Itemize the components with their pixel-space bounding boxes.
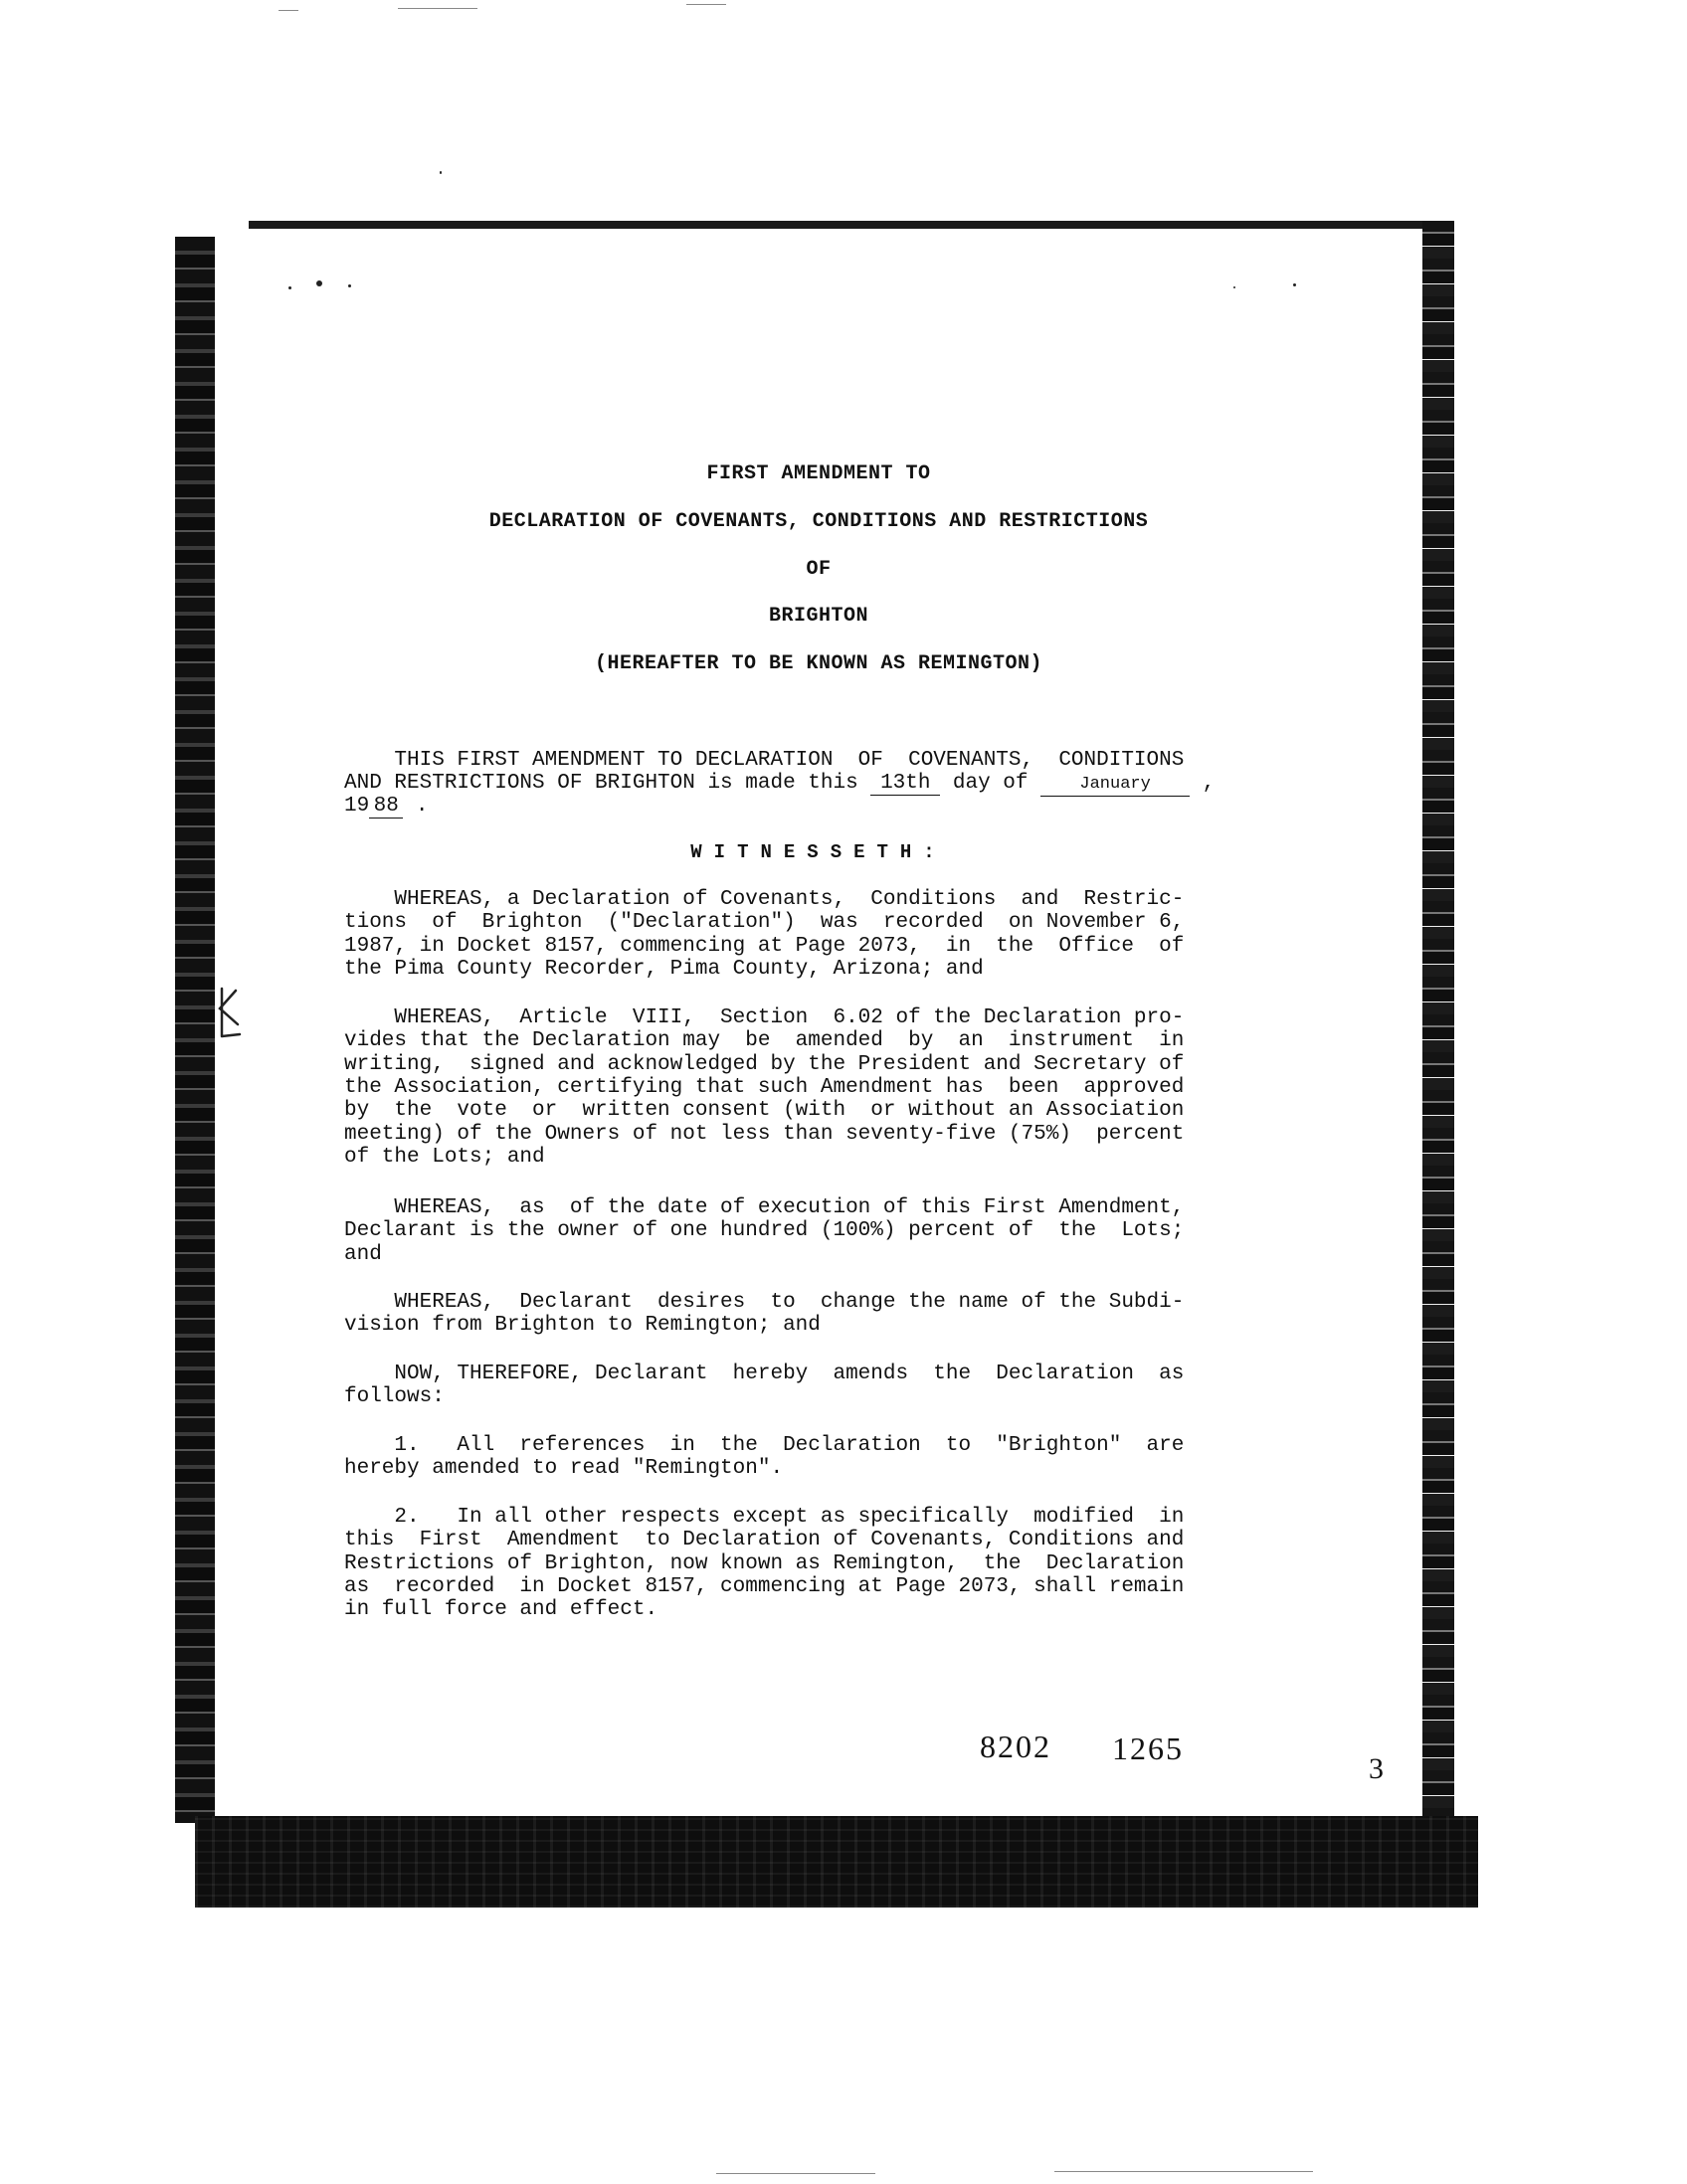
paragraph-1-line: 1987, in Docket 8157, commencing at Page 2073, in the Office of — [344, 934, 1185, 958]
paragraph-6-line: 1. All references in the Declaration to "Brighton" are — [344, 1434, 1185, 1457]
intro-text: , — [1190, 772, 1216, 795]
paragraph-1-line: WHEREAS, a Declaration of Covenants, Conditions and Restric- — [344, 888, 1185, 911]
paragraph-2-line: meeting) of the Owners of not less than seventy-five (75%) percent — [344, 1122, 1185, 1146]
intro-line-2 — [344, 772, 1538, 797]
paragraph-2-line: writing, signed and acknowledged by the President and Secretary of — [344, 1052, 1185, 1076]
paragraph-7-line: in full force and effect. — [344, 1598, 658, 1622]
year-fill-in: 88 — [369, 795, 403, 819]
paragraph-7-line: Restrictions of Brighton, now known as Remington, the Declaration — [344, 1551, 1185, 1575]
intro-text: day of — [940, 772, 1041, 795]
witnesseth-heading: WITNESSETH: — [690, 841, 947, 863]
paragraph-7-line: this First Amendment to Declaration of Covenants, Conditions and — [344, 1529, 1185, 1552]
paragraph-2-line: WHEREAS, Article VIII, Section 6.02 of the Declaration pro- — [344, 1006, 1185, 1029]
paragraph-3-line: WHEREAS, as of the date of execution of this First Amendment, — [344, 1196, 1185, 1219]
year-prefix: 19 — [344, 795, 370, 818]
recording-page-number: 1265 — [1112, 1730, 1184, 1766]
title-line-2: DECLARATION OF COVENANTS, CONDITIONS AND RESTRICTIONS — [488, 510, 1149, 533]
scan-speck — [440, 171, 442, 174]
paragraph-2-line: the Association, certifying that such Amendment has been approved — [344, 1075, 1185, 1099]
title-line-4: BRIGHTON — [768, 605, 868, 628]
page-mark: 3 — [1369, 1752, 1384, 1785]
paragraph-7-line: as recorded in Docket 8157, commencing at Page 2073, shall remain — [344, 1574, 1185, 1598]
paragraph-3-line: Declarant is the owner of one hundred (100%) percent of the Lots; — [344, 1219, 1185, 1243]
scan-artifact — [279, 10, 298, 11]
paragraph-5-line: NOW, THEREFORE, Declarant hereby amends the Declaration as — [344, 1363, 1185, 1385]
scan-artifact — [1054, 2171, 1313, 2172]
paragraph-5-line: follows: — [344, 1385, 445, 1409]
title-line-3: OF — [806, 558, 832, 581]
intro-line-1: THIS FIRST AMENDMENT TO DECLARATION OF COVENANTS, CONDITIONS — [344, 749, 1185, 772]
paragraph-6-line: hereby amended to read "Remington". — [344, 1457, 784, 1481]
paragraph-2-line: vides that the Declaration may be amended by an instrument in — [344, 1029, 1185, 1053]
month-fill-in: January — [1040, 773, 1190, 797]
paragraph-4-line: WHEREAS, Declarant desires to change the name of the Subdi- — [344, 1291, 1185, 1314]
docket-number: 8202 — [980, 1729, 1051, 1764]
paragraph-7-line: 2. In all other respects except as specifically modified in — [344, 1506, 1185, 1529]
scan-artifact — [686, 4, 726, 5]
title-line-1: FIRST AMENDMENT TO — [706, 462, 931, 485]
title-line-5: (HEREAFTER TO BE KNOWN AS REMINGTON) — [594, 652, 1043, 675]
day-fill-in: 13th — [870, 772, 940, 796]
scan-artifact — [398, 8, 477, 9]
paragraph-3-line: and — [344, 1242, 382, 1266]
paragraph-2-line: by the vote or written consent (with or without an Association — [344, 1099, 1185, 1123]
scan-artifact — [716, 2173, 875, 2174]
paragraph-1-line: the Pima County Recorder, Pima County, Arizona; and — [344, 957, 984, 981]
intro-line-3 — [344, 795, 1538, 819]
scan-border-left — [175, 237, 215, 1823]
paragraph-4-line: vision from Brighton to Remington; and — [344, 1314, 821, 1338]
scan-border-top — [249, 221, 1452, 229]
intro-text: AND RESTRICTIONS OF BRIGHTON is made this — [344, 772, 871, 795]
paragraph-1-line: tions of Brighton ("Declaration") was recorded on November 6, — [344, 911, 1185, 935]
paragraph-2-line: of the Lots; and — [344, 1145, 545, 1169]
intro-text: . — [403, 795, 429, 818]
scan-border-bottom — [195, 1816, 1478, 1908]
